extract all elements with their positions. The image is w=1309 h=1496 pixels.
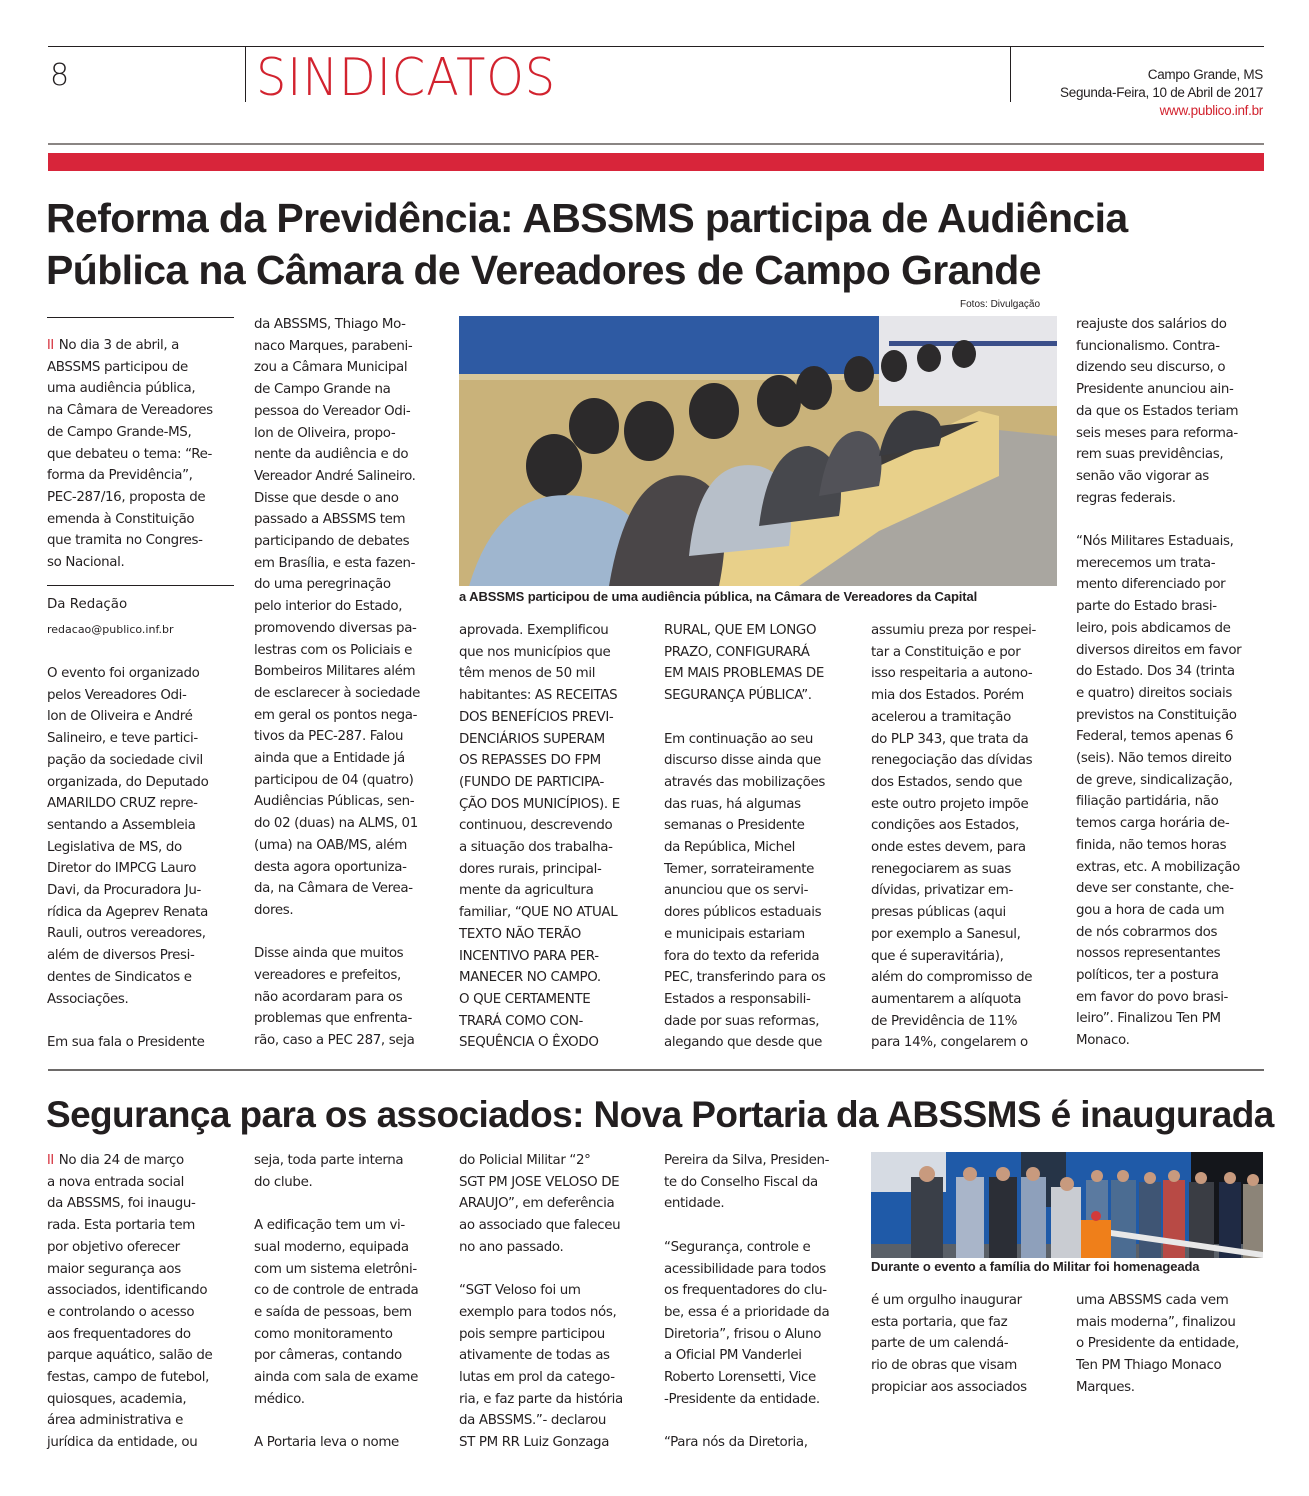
paragraph: “Para nós da Diretoria,: [664, 1435, 808, 1451]
headline-line: Reforma da Previdência: ABSSMS participa de Audiência: [46, 195, 1128, 241]
paragraph: do Policial Militar “2° SGT PM JOSE VELOSO DE ARAUJO”, em deferência ao associado que faleceu no ano passado.: [459, 1153, 621, 1255]
article2-column-4: [664, 1150, 864, 1454]
paragraph: “SGT Veloso foi um exemplo para todos nós, pois sempre participou ativamente de todas as lutas em prol da catego- ria, e faz parte da história da ABSSMS.”- declarou ST PM RR Luiz Gonzaga: [459, 1283, 623, 1451]
byline-email[interactable]: redacao@publico.inf.br: [47, 623, 174, 636]
edition-date: Segunda-Feira, 10 de Abril de 2017: [1060, 85, 1263, 100]
article1-column-3: [459, 620, 659, 1054]
article1-column-2: [254, 314, 454, 1052]
lead-text: No dia 3 de abril, a ABSSMS participou de uma audiência pública, na Câmara de Vereadores de Campo Grande-MS, que debateu o tema: “Re- forma da Previdência”, PEC-287/16, proposta de emenda à Constituição que tramita no Congres- so Nacional.: [47, 338, 213, 571]
article1-photo: [459, 316, 1057, 586]
lead-paragraph: [47, 1150, 247, 1454]
article1-column-1: [47, 335, 242, 574]
paragraph: Pereira da Silva, Presiden- te do Conselho Fiscal da entidade.: [664, 1153, 830, 1212]
paragraph: “Segurança, controle e acessibilidade para todos os frequentadores do clu- be, essa é a prioridade da Diretoria”, frisou o Aluno a Oficial PM Vanderlei Roberto Lorensetti, Vice -Presidente da entidade.: [664, 1239, 830, 1407]
paragraph: A edificação tem um vi- sual moderno, equipada com um sistema eletrôni- co de controle de entrada e saída de pessoas, bem como monitoramento por câmeras, contando ainda com sala de exame médico.: [254, 1218, 419, 1407]
byline-author: Da Redação: [47, 597, 128, 612]
paragraph: A Portaria leva o nome: [254, 1435, 399, 1451]
masthead-rule: [48, 143, 1264, 145]
photo-credit: Fotos: Divulgação: [960, 299, 1041, 310]
lead-marker-icon: ll: [47, 338, 54, 353]
paragraph: RURAL, QUE EM LONGO PRAZO, CONFIGURARÁ EM MAIS PROBLEMAS DE SEGURANÇA PÚBLICA”.: [664, 623, 824, 704]
lead-paragraph: [47, 335, 242, 574]
masthead-divider: [245, 47, 246, 102]
column-rule: [47, 585, 234, 586]
article2-column-1: [47, 1150, 247, 1454]
article2-column-5: [871, 1290, 1071, 1399]
portaria-group-image: [871, 1152, 1263, 1258]
article2-column-2: [254, 1150, 454, 1454]
article1-column-1b: [47, 663, 242, 1054]
paragraph: seja, toda parte interna do clube.: [254, 1153, 404, 1190]
column-rule: [47, 317, 234, 318]
article1-column-5: [871, 620, 1071, 1054]
section-title: SINDICATOS: [256, 48, 557, 108]
paragraph: aprovada. Exemplificou que nos municípios que têm menos de 50 mil habitantes: AS RECEITAS DOS BENEFÍCIOS PREVI- DENCIÁRIOS SUPERAM OS REPASSES DO FPM (FUNDO DE PARTICIPA- ÇÃO DOS MUNICÍPIOS). E continuou, descrevendo a situação dos trabalha- dores rurais, principal- mente da agricultura familiar, “QUE NO ATUAL TEXTO NÃO TERÃO INCENTIVO PARA PER- MANECER NO CAMPO. O QUE CERTAMENTE TRARÁ COMO CON- SEQUÊNCIA O ÊXODO: [459, 623, 620, 1051]
paragraph: O evento foi organizado pelos Vereadores Odi- lon de Oliveira e André Salineiro, e teve partici- pação da sociedade civil organizada, do Deputado AMARILDO CRUZ repre- sentando a Assembleia Legislativa de MS, do Diretor do IMPCG Lauro Davi, da Procuradora Ju- rídica da Ageprev Renata Rauli, outros vereadores, além de diversos Presi- dentes de Sindicatos e Associações.: [47, 666, 209, 1007]
article2-headline: Segurança para os associados: Nova Portaria da ABSSMS é inaugurada: [46, 1094, 1274, 1135]
paragraph: assumiu preza por respei- tar a Constituição e por isso respeitaria a autono- mia dos Estados. Porém acelerou a tramitação do PLP 343, que trata da renegociação das dívidas dos Estados, sendo que este outro projeto impõe condições aos Estados, onde estes devem, para renegociarem as suas dívidas, privatizar em- presas públicas (aqui por exemplo a Sanesul, que é superavitária), além do compromisso de aumentarem a alíquota de Previdência de 11% para 14%, congelarem o: [871, 623, 1037, 1051]
paragraph: é um orgulho inaugurar esta portaria, que faz parte de um calendá- rio de obras que visam propiciar aos associados: [871, 1293, 1027, 1395]
headline-line: Pública na Câmara de Vereadores de Campo Grande: [46, 247, 1041, 293]
council-session-image: [459, 316, 1057, 586]
paragraph: uma ABSSMS cada vem mais moderna”, finalizou o Presidente da entidade, Ten PM Thiago Monaco Marques.: [1076, 1293, 1240, 1395]
paragraph: Em continuação ao seu discurso disse ainda que através das mobilizações das ruas, há algumas semanas o Presidente da República, Michel Temer, sorrateiramente anunciou que os servi- dores públicos estaduais e municipais estariam fora do texto da referida PEC, transferindo para os Estados a responsabili- dade por suas reformas, alegando que desde que: [664, 731, 826, 1051]
article2-photo: [871, 1152, 1263, 1258]
article1-column-4: [664, 620, 864, 1054]
website-link[interactable]: www.publico.inf.br: [1159, 103, 1263, 118]
paragraph: da ABSSMS, Thiago Mo- naco Marques, parabeni- zou a Câmara Municipal de Campo Grande na pessoa do Vereador Odi- lon de Oliveira, propo- nente da audiência e do Vereador André Salineiro. Disse que desde o ano passado a ABSSMS tem participando de debates em Brasília, e esta fazen- do uma peregrinação pelo interior do Estado, promovendo diversas pa- lestras com os Policiais e Bombeiros Militares além de esclarecer à sociedade em geral os pontos nega- tivos da PEC-287. Falou ainda que a Entidade já participou de 04 (quatro) Audiências Públicas, sen- do 02 (duas) na ALMS, 01 (uma) na OAB/MS, além desta agora oportuniza- da, na Câmara de Verea- dores.: [254, 317, 420, 918]
article1-column-6: [1076, 314, 1276, 1052]
paragraph: “Nós Militares Estaduais, merecemos um trata- mento diferenciado por parte do Estado brasi- leiro, pois abdicamos de diversos direitos em favor do Estado. Dos 34 (trinta e quatro) direitos sociais previstos na Constituição Federal, temos apenas 6 (seis). Não temos direito de greve, sindicalização, filiação partidária, não temos carga horária de- finida, não temos horas extras, etc. A mobilização deve ser constante, che- gou a hora de cada um de nós cobrarmos dos nossos representantes políticos, ter a postura em favor do povo brasi- leiro”. Finalizou Ten PM Monaco.: [1076, 534, 1242, 1049]
article1-photo-caption: a ABSSMS participou de uma audiência pública, na Câmara de Vereadores da Capital: [459, 589, 978, 604]
article2-column-6: [1076, 1290, 1276, 1399]
lead-text: No dia 24 de março a nova entrada social da ABSSMS, foi inaugu- rada. Esta portaria tem por objetivo oferecer maior segurança aos associados, identificando e controlando o acesso aos frequentadores do parque aquático, salão de festas, campo de futebol, quiosques, academia, área administrativa e jurídica da entidade, ou: [47, 1153, 213, 1451]
page-number: 8: [50, 58, 70, 93]
masthead-meta: [1060, 66, 1263, 120]
masthead-divider: [1010, 47, 1011, 102]
paragraph: Em sua fala o Presidente: [47, 1034, 205, 1050]
section-color-band: [48, 153, 1264, 171]
paragraph: reajuste dos salários do funcionalismo. Contra- dizendo seu discurso, o Presidente anunciou ain- da que os Estados teriam seis meses para reforma- rem suas previdências, senão vão vigorar as regras federais.: [1076, 317, 1239, 506]
masthead-top-rule: [48, 46, 1264, 47]
article2-column-3: [459, 1150, 659, 1454]
article2-photo-caption: Durante o evento a família do Militar foi homenageada: [871, 1259, 1200, 1274]
article-divider: [48, 1069, 1264, 1071]
lead-marker-icon: ll: [47, 1153, 54, 1168]
article1-headline: [46, 192, 1128, 296]
paragraph: Disse ainda que muitos vereadores e prefeitos, não acordaram para os problemas que enfrenta- rão, caso a PEC 287, seja: [254, 946, 415, 1049]
edition-city: Campo Grande, MS: [1147, 67, 1263, 82]
